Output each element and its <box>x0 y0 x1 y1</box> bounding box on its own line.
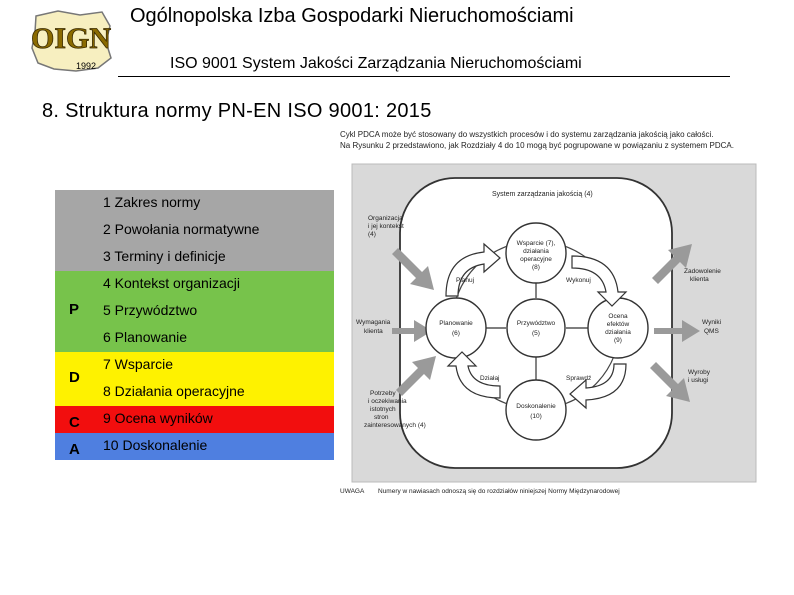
table-row: 1 Zakres normy <box>103 194 201 210</box>
circle-label: Ocena <box>608 313 628 320</box>
system-label: System zarządzania jakością (4) <box>492 191 593 198</box>
table-row: 9 Ocena wyników <box>103 410 213 426</box>
arrow-check-label: Sprawdź <box>566 375 592 382</box>
output-products-line: i usługi <box>688 377 709 384</box>
arrow-do-label: Wykonuj <box>566 277 591 284</box>
band-plan <box>55 271 334 352</box>
input-requirements-line: klienta <box>364 328 383 335</box>
output-results-line: QMS <box>704 328 719 335</box>
arrow-act-label: Działaj <box>480 375 500 382</box>
note-text: Numery w nawiasach odnoszą się do rozdziałów niniejszej Normy Międzynarodowej <box>378 488 620 495</box>
circle-label: (6) <box>452 330 460 337</box>
band-check <box>55 406 334 433</box>
output-satisfaction-line: Zadowolenie <box>684 268 721 275</box>
circle-label: Planowanie <box>439 320 473 327</box>
note-label: UWAGA <box>340 488 365 495</box>
logo-year: 1992 <box>75 61 97 71</box>
output-results-line: Wyniki <box>702 319 722 326</box>
table-row: 8 Działania operacyjne <box>103 383 245 399</box>
circle-label: działania <box>523 248 549 255</box>
table-row: 10 Doskonalenie <box>103 437 208 453</box>
circle-label: Przywództwo <box>516 320 556 327</box>
input-context-line: Organizacja <box>368 215 403 222</box>
circle-label: operacyjne <box>520 256 552 263</box>
output-products-line: Wyroby <box>688 369 710 376</box>
band-letter-c: C <box>69 414 80 431</box>
circle-evaluation <box>588 298 648 358</box>
page-subtitle: ISO 9001 System Jakości Zarządzania Nieruchomościami <box>170 55 582 72</box>
pdca-table <box>55 190 334 460</box>
header-divider <box>118 76 730 77</box>
band-letter-p: P <box>69 301 80 318</box>
table-row: 5 Przywództwo <box>103 302 198 318</box>
logo-text: OIGN <box>30 22 112 55</box>
table-row: 3 Terminy i definicje <box>103 248 226 264</box>
page-title: Ogólnopolska Izba Gospodarki Nieruchomościami <box>130 5 574 27</box>
table-row: 2 Powołania normatywne <box>103 221 260 237</box>
band-letter-a: A <box>69 441 80 458</box>
input-needs-line: i oczekiwania <box>368 398 407 405</box>
input-context-line: (4) <box>368 231 376 238</box>
circle-label: działania <box>605 329 631 336</box>
band-act <box>55 433 334 460</box>
diagram-caption-1: Cykl PDCA może być stosowany do wszystkich procesów i do systemu zarządzania jakością jako całości. <box>340 130 714 139</box>
circle-label: (8) <box>532 264 540 271</box>
input-needs-line: stron <box>374 414 389 421</box>
diagram-caption-2: Na Rysunku 2 przedstawiono, jak Rozdziały 4 do 10 mogą być pogrupowane w powiązaniu z systemem PDCA. <box>340 141 734 150</box>
band-intro <box>55 190 334 271</box>
circle-label: Wsparcie (7), <box>516 240 556 247</box>
circle-label: Doskonalenie <box>516 403 556 410</box>
table-row: 7 Wsparcie <box>103 356 174 372</box>
circle-label: (9) <box>614 337 622 344</box>
input-context-line: i jej kontekst <box>368 223 404 230</box>
circle-leadership <box>507 299 565 357</box>
pdca-diagram <box>334 128 760 498</box>
input-needs-line: istotnych <box>370 406 396 413</box>
input-requirements-line: Wymagania <box>356 319 391 326</box>
circle-label: (10) <box>530 413 542 420</box>
table-row: 4 Kontekst organizacji <box>103 275 240 291</box>
circle-planning <box>426 298 486 358</box>
band-letter-d: D <box>69 369 80 386</box>
table-row: 6 Planowanie <box>103 329 188 345</box>
circle-label: efektów <box>606 321 630 328</box>
input-needs-line: zainteresowanych (4) <box>364 422 426 429</box>
output-satisfaction-line: klienta <box>690 276 709 283</box>
slide-heading: 8. Struktura normy PN-EN ISO 9001: 2015 <box>42 100 432 122</box>
input-needs-line: Potrzeby <box>370 390 396 397</box>
band-do <box>55 352 334 406</box>
circle-improvement <box>506 380 566 440</box>
circle-label: (5) <box>532 330 540 337</box>
oign-logo <box>28 8 114 74</box>
arrow-plan-label: Planuj <box>456 277 475 284</box>
